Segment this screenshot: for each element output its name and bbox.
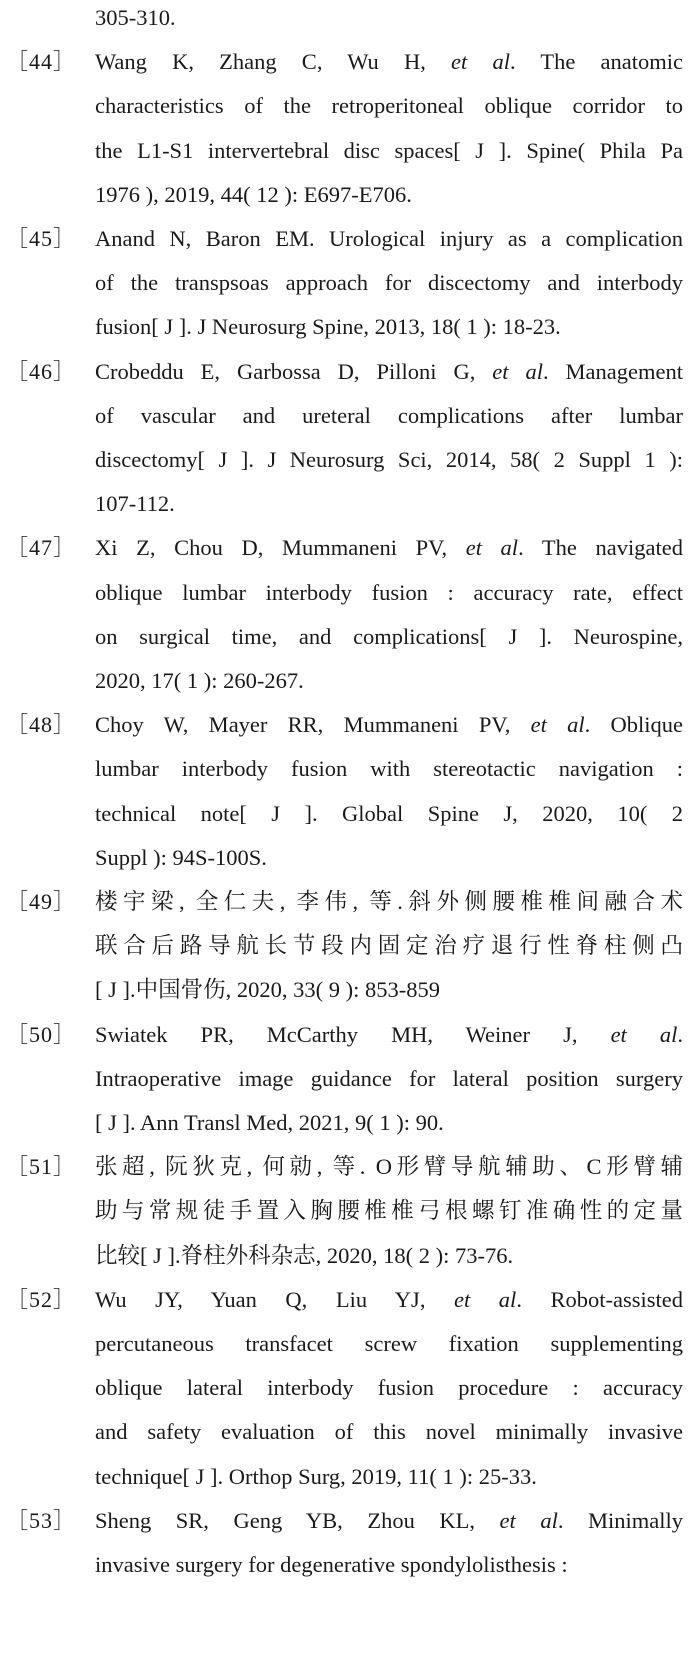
et-al-italic: et al xyxy=(454,1286,517,1312)
reference-text-line: [ J ]. Ann Transl Med, 2021, 9( 1 ): 90. xyxy=(95,1110,444,1135)
reference-text-line: 107-112. xyxy=(95,491,175,517)
reference-text-line: and safety evaluation of this novel minimally invasive xyxy=(95,1419,683,1445)
reference-text-line: percutaneous transfacet screw fixation supplementing xyxy=(95,1331,683,1356)
reference-text-line: of vascular and ureteral complications after lumbar xyxy=(95,402,683,428)
reference-text-line: Anand N, Baron EM. Urological injury as a complication xyxy=(95,226,683,251)
reference-text-line: characteristics of the retroperitoneal oblique corridor to xyxy=(95,93,683,119)
reference-text-line: 1976 ), 2019, 44( 12 ): E697-E706. xyxy=(95,181,412,207)
reference-text-line: Sheng SR, Geng YB, Zhou KL, et al. Minimally xyxy=(95,1507,683,1533)
reference-number: ［44］ xyxy=(6,49,77,75)
reference-text-line: technique[ J ]. Orthop Surg, 2019, 11( 1 ): 25-33. xyxy=(95,1463,537,1489)
reference-number: ［50］ xyxy=(6,1021,77,1047)
reference-text-line: Wang K, Zhang C, Wu H, et al. The anatomic xyxy=(95,49,683,75)
reference-number: ［46］ xyxy=(6,358,77,384)
reference-text-line: Suppl ): 94S-100S. xyxy=(95,844,267,870)
et-al-italic: et al xyxy=(499,1507,558,1533)
reference-text-line: the L1-S1 intervertebral disc spaces[ J ]. Spine( Phila Pa xyxy=(95,137,683,163)
reference-number: ［52］ xyxy=(6,1286,77,1312)
et-al-italic: et al xyxy=(465,535,519,561)
reference-number: ［47］ xyxy=(6,535,77,561)
reference-text-line: fusion[ J ]. J Neurosurg Spine, 2013, 18( 1 ): 18-23. xyxy=(95,314,561,340)
reference-text-line: 联合后路导航长节段内固定治疗退行性脊柱侧凸 xyxy=(95,933,683,959)
reference-number: ［49］ xyxy=(6,889,77,914)
reference-text-line: 助与常规徒手置入胸腰椎椎弓根螺钉准确性的定量 xyxy=(95,1198,683,1224)
reference-text-line: Choy W, Mayer RR, Mummaneni PV, et al. Oblique xyxy=(95,712,683,738)
et-al-italic: et al xyxy=(610,1021,678,1047)
reference-text-line: technical note[ J ]. Global Spine J, 2020, 10( 2 xyxy=(95,800,683,826)
et-al-italic: et al xyxy=(451,49,510,75)
reference-text-line: invasive surgery for degenerative spondylolisthesis : xyxy=(95,1552,568,1577)
reference-text-line: 305-310. xyxy=(95,5,176,30)
reference-text-line: Intraoperative image guidance for lateral position surgery xyxy=(95,1065,683,1091)
reference-text-line: Xi Z, Chou D, Mummaneni PV, et al. The navigated xyxy=(95,535,683,561)
reference-text-line: oblique lateral interbody fusion procedure : accuracy xyxy=(95,1375,683,1401)
reference-text-line: of the transpsoas approach for discectomy and interbody xyxy=(95,270,683,296)
reference-text-line: Swiatek PR, McCarthy MH, Weiner J, et al. xyxy=(95,1021,683,1047)
reference-number: ［45］ xyxy=(6,226,77,251)
reference-text-line: 比较[ J ].脊柱外科杂志, 2020, 18( 2 ): 73-76. xyxy=(95,1242,514,1268)
reference-text-line: [ J ].中国骨伤, 2020, 33( 9 ): 853-859 xyxy=(95,977,440,1003)
reference-text-line: oblique lumbar interbody fusion : accuracy rate, effect xyxy=(95,579,683,605)
reference-text-line: 张超, 阮狄克, 何勍, 等. O形臂导航辅助、C形臂辅 xyxy=(95,1154,683,1180)
reference-text-line: discectomy[ J ]. J Neurosurg Sci, 2014, 58( 2 Suppl 1 ): xyxy=(95,447,683,472)
et-al-italic: et al xyxy=(492,358,543,384)
et-al-italic: et al xyxy=(530,712,585,738)
reference-text-line: 楼宇梁, 全仁夫, 李伟, 等.斜外侧腰椎椎间融合术 xyxy=(95,889,683,914)
reference-text-line: on surgical time, and complications[ J ]. Neurospine, xyxy=(95,623,683,649)
reference-text-line: Crobeddu E, Garbossa D, Pilloni G, et al. Management xyxy=(95,358,683,384)
reference-number: ［51］ xyxy=(6,1154,77,1180)
reference-text-line: 2020, 17( 1 ): 260-267. xyxy=(95,668,304,693)
reference-number: ［53］ xyxy=(6,1507,77,1533)
reference-text-line: lumbar interbody fusion with stereotactic navigation : xyxy=(95,756,683,782)
reference-text-line: Wu JY, Yuan Q, Liu YJ, et al. Robot-assisted xyxy=(95,1286,683,1312)
reference-number: ［48］ xyxy=(6,712,77,738)
